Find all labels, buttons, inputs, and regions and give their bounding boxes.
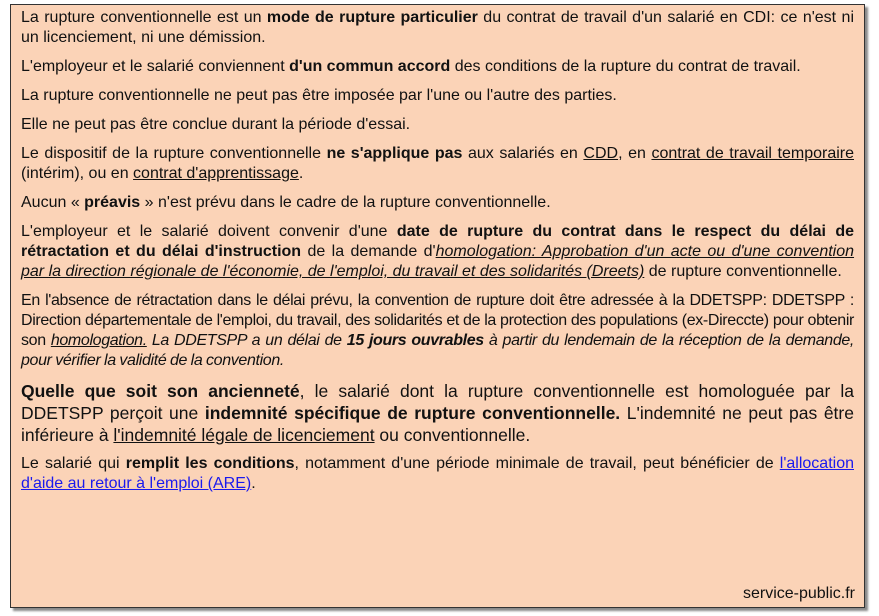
paragraph-commun-accord: L'employeur et le salarié conviennent d'un commun accord des conditions de la rupture du contrat de travail. [21, 58, 801, 75]
paragraph-definition: La rupture conventionnelle est un mode de rupture particulier du contrat de travail d'un salarié en CDI: ce n'est ni un licenciement, ni une démission. [21, 9, 854, 46]
emphasis-ne-s-applique-pas: ne s'applique pas [326, 145, 463, 162]
paragraph-preavis: Aucun « préavis » n'est prévu dans le cadre de la rupture conventionnelle. [21, 194, 551, 211]
emphasis-commun-accord: d'un commun accord [289, 58, 451, 75]
emphasis-conditions: remplit les conditions [125, 455, 295, 472]
info-box [10, 4, 865, 608]
paragraph-exclusions: Le dispositif de la rupture conventionnelle ne s'applique pas aux salariés en CDD, en contrat de travail temporaire (intérim), ou en contrat d'apprentissage. [21, 145, 855, 182]
emphasis-preavis: préavis [84, 194, 141, 211]
emphasis-date-rupture: date de rupture du contrat dans le respect du délai de rétractation et du délai d'instruction [21, 223, 855, 260]
paragraph-periode-essai: Elle ne peut pas être conclue durant la période d'essai. [21, 116, 411, 133]
paragraph-date-rupture: L'employeur et le salarié doivent convenir d'une date de rupture du contrat dans le respect du délai de rétractation et du délai d'instruction de la demande d'homologation: Approbation d'un acte ou d'une convention par la direction régionale de l'économie, de l'emploi, du travail et des solidarités (Dreets) de rupture conventionnelle. [21, 223, 855, 280]
paragraph-non-imposee: La rupture conventionnelle ne peut pas être imposée par l'une ou l'autre des parties. [21, 87, 617, 104]
emphasis-anciennete: Quelle que soit son ancienneté [21, 381, 300, 401]
term-homologation[interactable]: homologation. [50, 332, 147, 349]
source-credit: service-public.fr [742, 585, 855, 602]
term-cdd[interactable]: CDD [583, 145, 619, 162]
emphasis-indemnite-specifique: indemnité spécifique de rupture conventionnelle. [204, 403, 621, 423]
emphasis-mode-rupture: mode de rupture particulier [266, 9, 478, 26]
definition-homologation[interactable]: homologation: Approbation d'un acte ou d'une convention par la direction régionale de l'économie, de l'emploi, du travail et des solidarités (Dreets) [21, 243, 855, 280]
term-indemnite-legale[interactable]: l'indemnité légale de licenciement [113, 425, 375, 445]
paragraph-homologation: En l'absence de rétractation dans le délai prévu, la convention de rupture doit être adressée à la DDETSPP: DDETSPP : Direction départementale de l'emploi, du travail, des solidarités et de la protection des populations (ex-Direccte) pour obtenir son homologation. La DDETSPP a un délai de 15 jours ouvrables à partir du lendemain de la réception de la demande, pour vérifier la validité de la convention. [21, 292, 855, 369]
are-link[interactable]: l'allocation d'aide au retour à l'emploi (ARE) [21, 455, 854, 492]
emphasis-15-jours: 15 jours ouvrables [346, 332, 484, 349]
term-contrat-temporaire[interactable]: contrat de travail temporaire [651, 145, 855, 162]
paragraph-are: Le salarié qui remplit les conditions, notamment d'une période minimale de travail, peut bénéficier de l'allocation d'aide au retour à l'emploi (ARE). [21, 455, 854, 492]
paragraph-indemnite: Quelle que soit son ancienneté, le salarié dont la rupture conventionnelle est homologuée par la DDETSPP perçoit une indemnité spécifique de rupture conventionnelle. L'indemnité ne peut pas être inférieure à l'indemnité légale de licenciement ou conventionnelle. [21, 381, 854, 445]
term-contrat-apprentissage[interactable]: contrat d'apprentissage [133, 165, 299, 182]
